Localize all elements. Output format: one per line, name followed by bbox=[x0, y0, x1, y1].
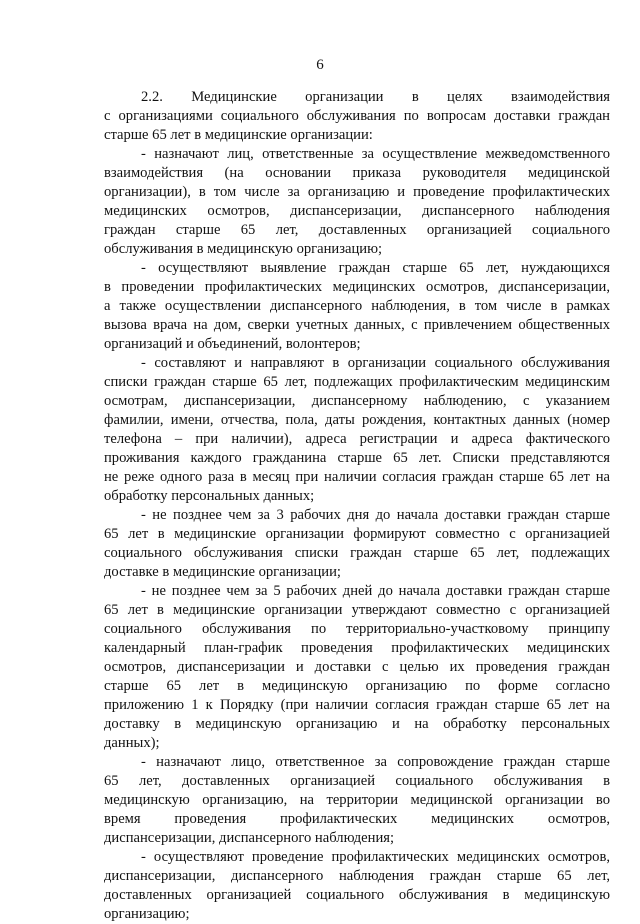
text-line: осмотров, диспансеризации и доставки с целью их проведения граждан bbox=[104, 659, 610, 675]
text-line: данных); bbox=[104, 735, 160, 751]
text-line: социального обслуживания списки граждан старше 65 лет, подлежащих bbox=[104, 545, 610, 561]
text-line: с организациями социального обслуживания по вопросам доставки граждан bbox=[104, 108, 610, 124]
text-line: медицинских осмотров, диспансеризации, диспансерного наблюдения bbox=[104, 203, 610, 219]
text-line: взаимодействия (на основании приказа руководителя медицинской bbox=[104, 165, 610, 181]
text-line: обслуживания в медицинскую организацию; bbox=[104, 241, 383, 257]
text-line: вызова врача на дом, сверки учетных данных, с привлечением общественных bbox=[104, 317, 610, 333]
text-line: приложению 1 к Порядку (при наличии согласия граждан старше 65 лет на bbox=[104, 697, 610, 713]
text-line: обработку персональных данных; bbox=[104, 488, 315, 504]
text-line: осмотрам, диспансеризации, диспансерному наблюдению, с указанием bbox=[104, 393, 610, 409]
text-line: - не позднее чем за 5 рабочих дней до начала доставки граждан старше bbox=[141, 583, 610, 599]
text-line: 2.2. Медицинские организации в целях взаимодействия bbox=[141, 89, 610, 105]
page-number: 6 bbox=[316, 57, 324, 73]
text-line: - назначают лиц, ответственные за осуществление межведомственного bbox=[141, 146, 610, 162]
text-line: диспансеризации, диспансерного наблюдения; bbox=[104, 830, 395, 846]
text-line: организации), в том числе за организацию и проведение профилактических bbox=[104, 184, 610, 200]
text-line: старше 65 лет в медицинскую организацию по форме согласно bbox=[104, 678, 610, 694]
text-line: 65 лет в медицинские организации утверждают совместно с организацией bbox=[104, 602, 610, 618]
text-line: 65 лет, доставленных организацией социального обслуживания в bbox=[104, 773, 610, 789]
text-line: не реже одного раза в месяц при наличии согласия граждан старше 65 лет на bbox=[104, 469, 610, 485]
text-line: доставку в медицинскую организацию и на обработку персональных bbox=[104, 716, 610, 732]
text-line: в проведении профилактических медицинских осмотров, диспансеризации, bbox=[104, 279, 610, 295]
text-line: - составляют и направляют в организации социального обслуживания bbox=[141, 355, 610, 371]
text-line: организацию; bbox=[104, 906, 190, 922]
text-line: доставленных организацией социального обслуживания в медицинскую bbox=[104, 887, 610, 903]
text-line: организаций и объединений, волонтеров; bbox=[104, 336, 361, 352]
text-line: - не позднее чем за 3 рабочих дня до начала доставки граждан старше bbox=[141, 507, 610, 523]
text-line: фамилии, имени, отчества, пола, даты рождения, контактных данных (номер bbox=[104, 412, 610, 428]
text-line: - осуществляют выявление граждан старше 65 лет, нуждающихся bbox=[141, 260, 610, 276]
text-line: списки граждан старше 65 лет, подлежащих профилактическим медицинским bbox=[104, 374, 610, 390]
text-line: календарный план-график проведения профилактических медицинских bbox=[104, 640, 610, 656]
text-line: социального обслуживания по территориально-участковому принципу bbox=[104, 621, 610, 637]
text-line: телефона – при наличии), адреса регистрации и адреса фактического bbox=[104, 431, 610, 447]
text-line: медицинскую организацию, на территории медицинской организации во bbox=[104, 792, 610, 808]
text-line: диспансеризации, диспансерного наблюдения граждан старше 65 лет, bbox=[104, 868, 610, 884]
document-body bbox=[104, 88, 610, 924]
text-line: проживания каждого гражданина старше 65 лет. Списки представляются bbox=[104, 450, 610, 466]
text-line: 65 лет в медицинские организации формируют совместно с организацией bbox=[104, 526, 610, 542]
text-line: граждан старше 65 лет, доставленных организацией социального bbox=[104, 222, 610, 238]
text-line: - назначают лицо, ответственное за сопровождение граждан старше bbox=[141, 754, 610, 770]
text-line: время проведения профилактических медицинских осмотров, bbox=[104, 811, 610, 827]
text-line: доставке в медицинские организации; bbox=[104, 564, 341, 580]
text-line: - осуществляют проведение профилактических медицинских осмотров, bbox=[141, 849, 610, 865]
text-line: а также осуществлении диспансерного наблюдения, в том числе в рамках bbox=[104, 298, 610, 314]
text-line: старше 65 лет в медицинские организации: bbox=[104, 127, 373, 143]
